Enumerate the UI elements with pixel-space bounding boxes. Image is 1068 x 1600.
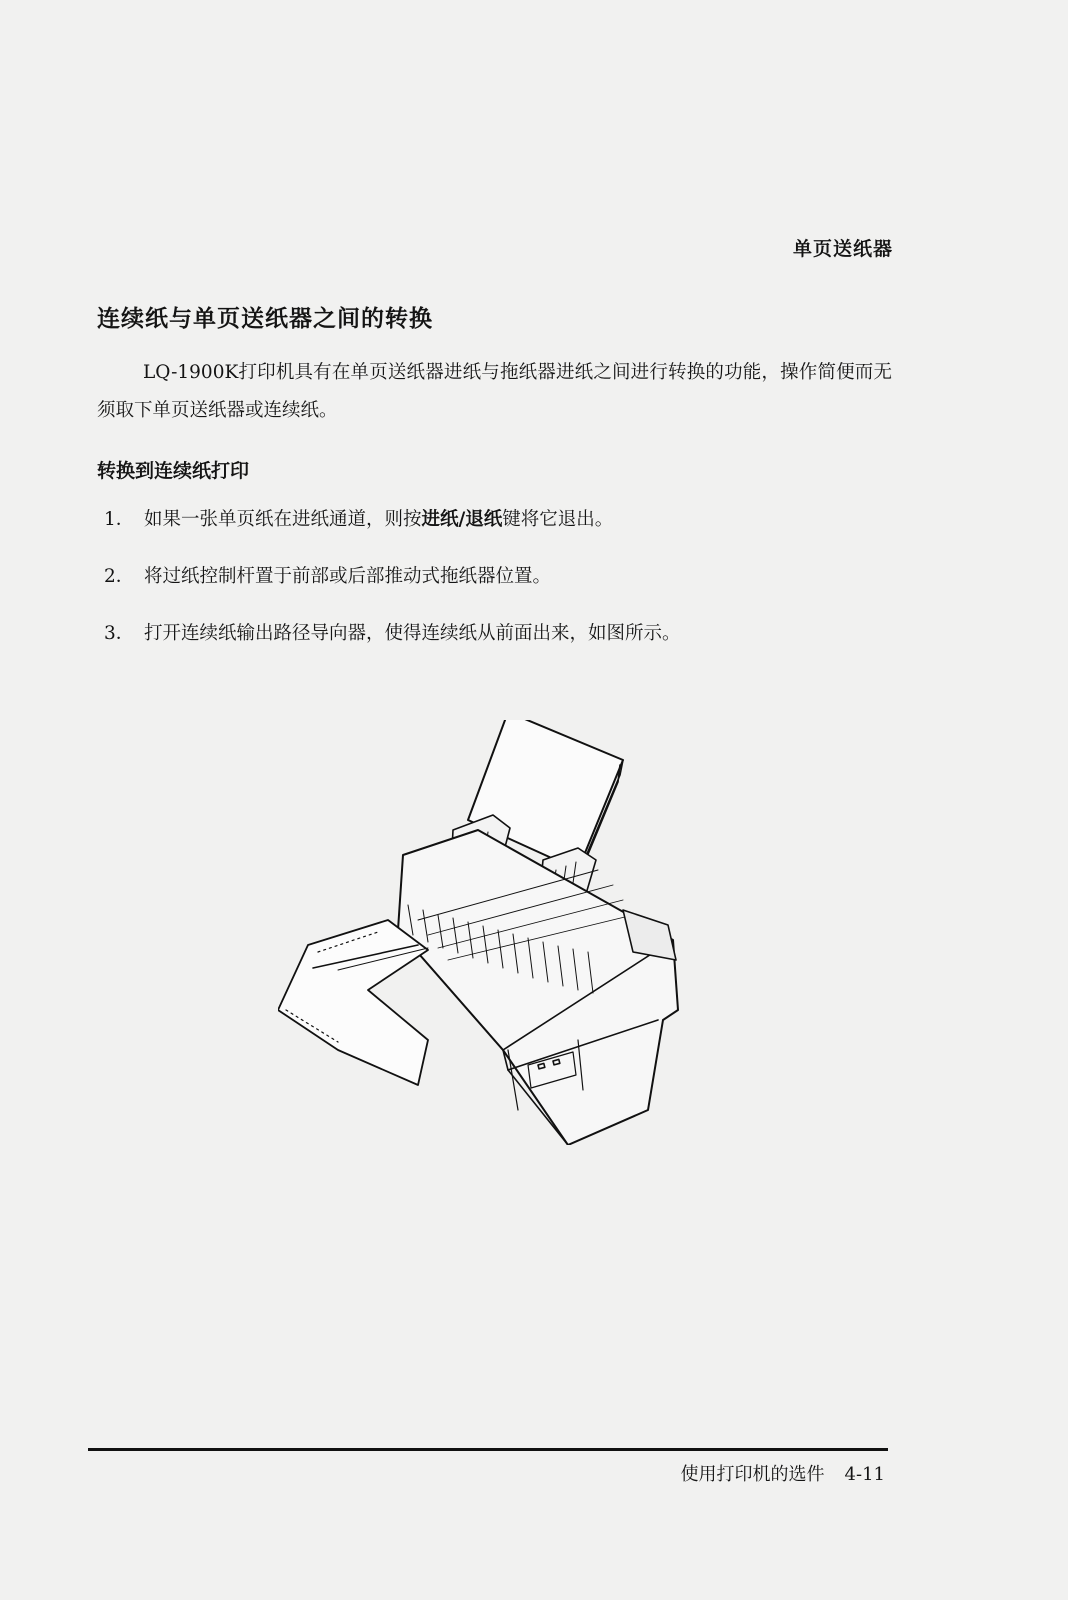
step-text: 如果一张单页纸在进纸通道，则按 <box>144 509 422 530</box>
step-3 <box>104 619 681 645</box>
step-2 <box>104 562 551 588</box>
chapter-title: 使用打印机的选件 <box>680 1464 825 1485</box>
step-number: 1． <box>104 509 135 530</box>
step-number: 2． <box>104 566 135 587</box>
printer-illustration <box>278 720 710 1145</box>
intro-paragraph: LQ-1900K打印机具有在单页送纸器进纸与拖纸器进纸之间进行转换的功能，操作简便而无须取下单页送纸器或连续纸。 <box>97 362 892 421</box>
key-name: 进纸/退纸 <box>421 509 503 530</box>
step-text: 打开连续纸输出路径导向器，使得连续纸从前面出来，如图所示。 <box>144 623 681 644</box>
step-number: 3． <box>104 623 135 644</box>
step-text: 将过纸控制杆置于前部或后部推动式拖纸器位置。 <box>144 566 552 587</box>
section-title: 连续纸与单页送纸器之间的转换 <box>97 306 433 332</box>
page-number: 4-11 <box>844 1464 885 1485</box>
page-footer <box>681 1460 885 1486</box>
running-header: 单页送纸器 <box>792 238 893 260</box>
step-1 <box>104 505 613 531</box>
subsection-title: 转换到连续纸打印 <box>97 460 250 482</box>
footer-rule <box>88 1448 888 1451</box>
step-text: 键将它退出。 <box>502 509 614 530</box>
